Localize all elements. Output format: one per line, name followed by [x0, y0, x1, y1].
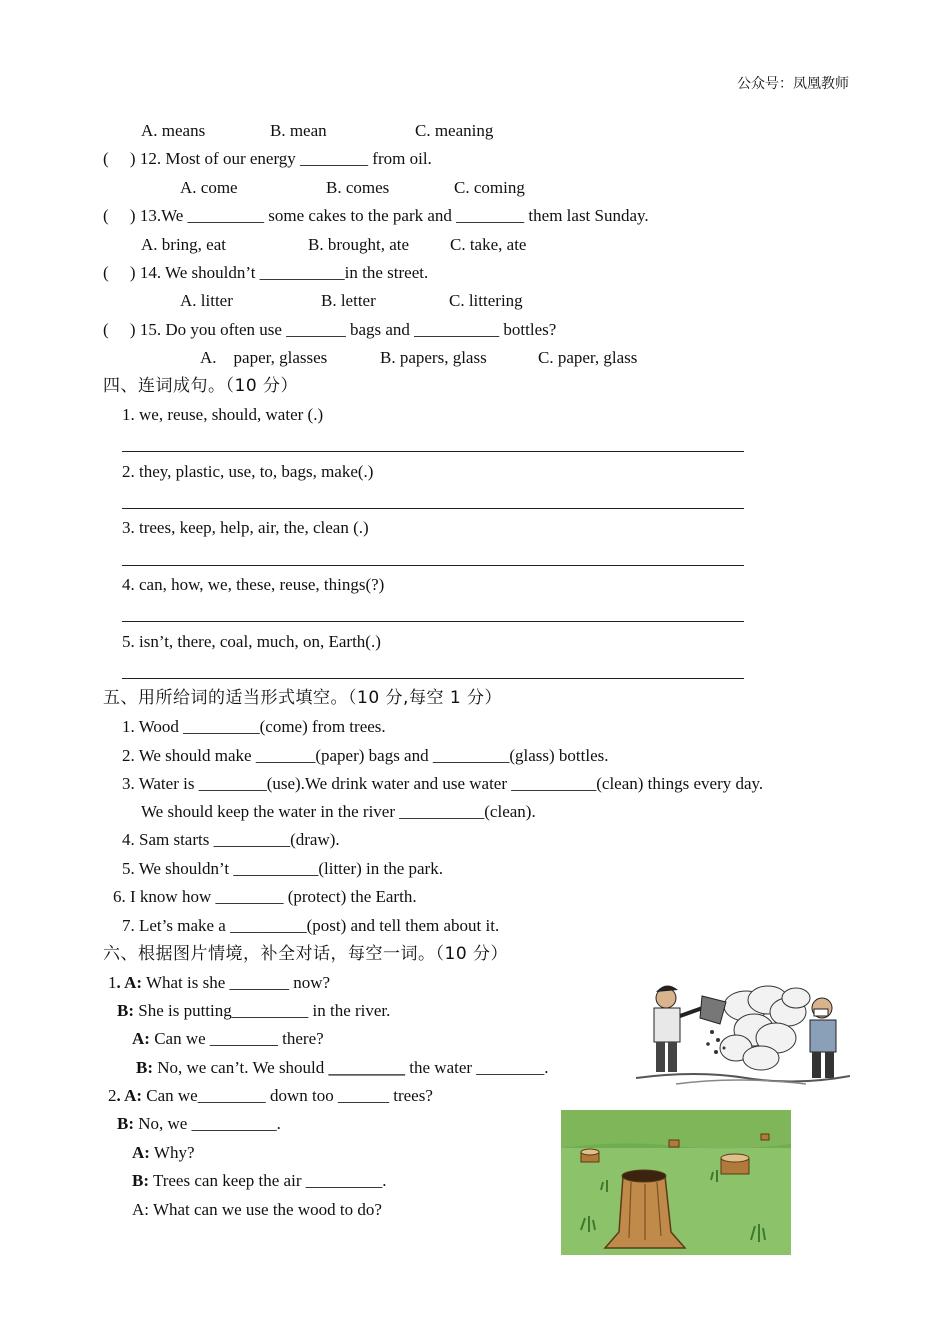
section5-item-5: 5. We shouldn’t __________(litter) in the park. [122, 859, 443, 878]
q11-option-b: B. mean [270, 121, 327, 140]
q15-stem: ( ) 15. Do you often use _______ bags and __________ bottles? [103, 320, 557, 339]
q12-stem: ( ) 12. Most of our energy ________ from oil. [103, 149, 432, 168]
tree-stumps-illustration-svg [561, 1110, 791, 1255]
dialogue2-line3: A: Why? [132, 1143, 195, 1162]
section5-item-6: 6. I know how ________ (protect) the Earth. [113, 887, 417, 906]
q11-option-c: C. meaning [415, 121, 494, 140]
section5-item-2: 2. We should make _______(paper) bags and _________(glass) bottles. [122, 746, 609, 765]
dialogue1-line2: B: She is putting_________ in the river. [117, 1001, 391, 1020]
section5-item-3: 3. Water is ________(use).We drink water and use water __________(clean) things every day. [122, 774, 764, 793]
q15-option-b: B. papers, glass [380, 348, 487, 367]
q13-option-a: A. bring, eat [141, 235, 226, 254]
section5-item-3-cont: We should keep the water in the river __________(clean). [141, 802, 536, 821]
section5-item-4: 4. Sam starts _________(draw). [122, 830, 340, 849]
section5-item-1: 1. Wood _________(come) from trees. [122, 717, 386, 736]
dialogue2-line4: B: Trees can keep the air _________. [132, 1171, 387, 1190]
section4-item-4: 4. can, how, we, these, reuse, things(?) [122, 575, 385, 594]
section4-item-3: 3. trees, keep, help, air, the, clean (.) [122, 518, 369, 537]
q13-option-b: B. brought, ate [308, 235, 410, 254]
dialogue1-line3: A: Can we ________ there? [132, 1029, 324, 1048]
pollution-illustration [636, 978, 850, 1088]
answer-line-1[interactable] [122, 451, 744, 452]
answer-line-5[interactable] [122, 678, 744, 679]
q11-option-a: A. means [141, 121, 206, 140]
section6-title: 六、根据图片情境，补全对话，每空一词。（10 分） [103, 944, 509, 964]
q14-stem: ( ) 14. We shouldn’t __________in the street. [103, 263, 429, 282]
q15-option-a: A. paper, glasses [200, 348, 328, 367]
q14-option-c: C. littering [449, 291, 523, 310]
q14-option-a: A. litter [180, 291, 233, 310]
tree-stumps-illustration [561, 1110, 791, 1255]
q14-option-b: B. letter [321, 291, 376, 310]
dialogue1-line4: B: No, we can’t. We should _________ the water ________. [136, 1058, 549, 1077]
q12-option-b: B. comes [326, 178, 390, 197]
dialogue1-line1: 1. A: What is she _______ now? [108, 973, 331, 992]
header-account: 公众号：凤凰教师 [737, 77, 849, 92]
dialogue2-line2: B: No, we __________. [117, 1114, 281, 1133]
dialogue2-line1: 2. A: Can we________ down too ______ trees? [108, 1086, 433, 1105]
pollution-illustration-svg [636, 978, 850, 1088]
section4-title: 四、连词成句。（10 分） [103, 376, 299, 396]
answer-line-3[interactable] [122, 565, 744, 566]
section5-title: 五、用所给词的适当形式填空。（10 分,每空 1 分） [103, 688, 503, 708]
section4-item-5: 5. isn’t, there, coal, much, on, Earth(.) [122, 632, 381, 651]
section5-item-7: 7. Let’s make a _________(post) and tell them about it. [122, 916, 500, 935]
q13-stem: ( ) 13.We _________ some cakes to the park and ________ them last Sunday. [103, 206, 649, 225]
section4-item-1: 1. we, reuse, should, water (.) [122, 405, 324, 424]
answer-line-2[interactable] [122, 508, 744, 509]
q13-option-c: C. take, ate [450, 235, 527, 254]
answer-line-4[interactable] [122, 621, 744, 622]
section4-item-2: 2. they, plastic, use, to, bags, make(.) [122, 462, 374, 481]
q15-option-c: C. paper, glass [538, 348, 638, 367]
dialogue2-line5: A: What can we use the wood to do? [132, 1200, 382, 1219]
q12-option-c: C. coming [454, 178, 525, 197]
q12-option-a: A. come [180, 178, 238, 197]
